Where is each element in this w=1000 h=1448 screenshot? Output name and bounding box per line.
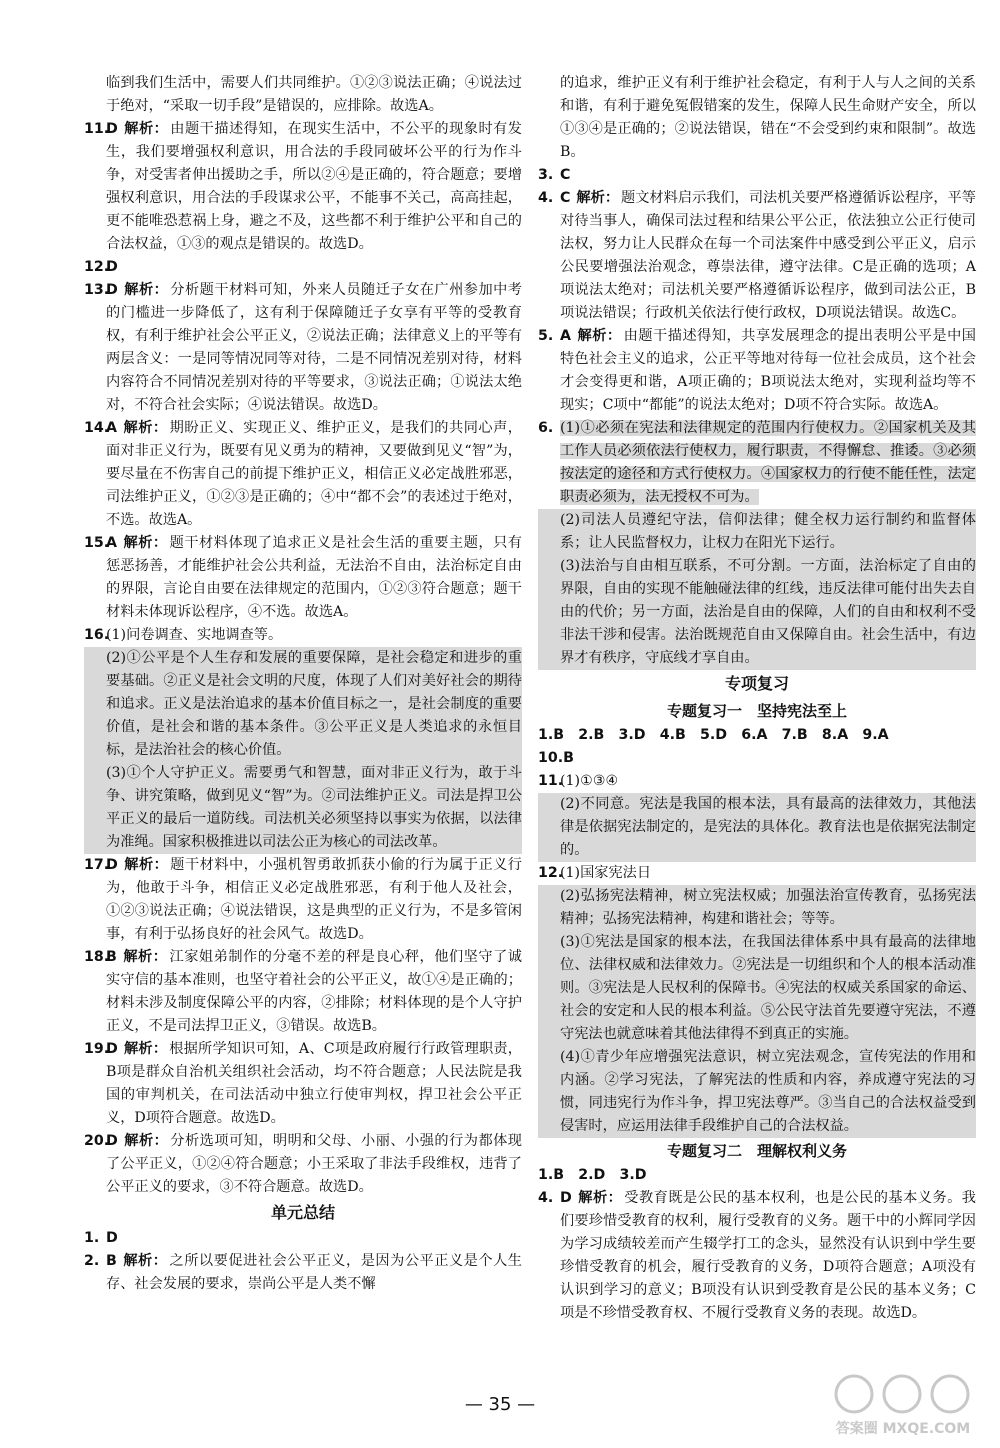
item-text: 受教育既是公民的基本权利，也是公民的基本义务。我们要珍惜受教育的权利，履行受教育的义务。题干中的小辉同学因为学习成绩较差而产生辍学打工的念头，显然没有认识到中学生要珍惜受教育的机会，履行受教育的义务，D项符合题意；A项没有认识到学习的意义；B项没有认识到受教育是公民的基本义务；C项是不珍惜受教育权、不履行受教育义务的表现。故选D。 [560, 1190, 976, 1321]
answer-row: 1.B 2.D 3.D [538, 1167, 647, 1183]
item-number: 12. [84, 259, 110, 275]
answer-item [538, 187, 976, 325]
item-text: 分析选项可知，明明和父母、小丽、小强的行为都体现了公平正义，①②④符合题意；小王采取了非法手段维权，违背了公平正义的要求，③不符合题意。故选D。 [106, 1133, 522, 1195]
analysis-label: 解析： [122, 1253, 168, 1269]
continuation-text: (2)①公平是个人生存和发展的重要保障，是社会稳定和进步的重要基础。②正义是社会文明的尺度，体现了人们对美好社会的期待和追求。正义是法治追求的基本价值目标之一，是社会制度的重要价值，是社会和谐的基本条件。③公平正义是人类追求的永恒目标，是法治社会的核心价值。 [84, 647, 522, 762]
item-text: (1)①③④ [560, 773, 619, 789]
item-text: (1)①必须在宪法和法律规定的范围内行使权力。②国家机关及其工作人员必须依法行使权力，履行职责，不得懈怠、推诿。③必须按法定的途径和方式行使权力。④国家权力的行使不能任性，法定职责必须为，法无授权不可为。 [560, 420, 976, 505]
answer-letter: D [106, 1041, 118, 1057]
item-number: 14. [84, 420, 110, 436]
item-text: 由题干描述得知，在现实生活中，不公平的现象时有发生，我们要增强权利意识，用合法的手段同破坏公平的行为作斗争，对受害者伸出援助之手，所以②④是正确的，符合题意；要增强权利意识，用合法的手段谋求公平，不能事不关己，高高挂起，更不能唯恐惹祸上身，避之不及，这些都不利于维护公平和自己的合法权益，①③的观点是错误的。故选D。 [106, 121, 522, 252]
watermark-logo [828, 1370, 978, 1440]
analysis-label: 解析： [576, 190, 620, 206]
item-number: 11. [84, 121, 110, 137]
item-number: 17. [84, 857, 110, 873]
answer-row: 10.B [538, 750, 574, 766]
item-text: 根据所学知识可知，A、C项是政府履行行政管理职责，B项是群众自治机关组织社会活动，均不符合题意；人民法院是我国的审判机关，在司法活动中独立行使审判权，捍卫社会公平正义，D项符合题意。故选D。 [106, 1041, 522, 1126]
answer-letter: D [106, 259, 118, 275]
item-number: 4. [538, 190, 554, 206]
page-number: — 35 — [464, 1394, 536, 1415]
answer-letter: D [560, 1190, 572, 1206]
answer-letter: A [106, 420, 117, 436]
analysis-label: 解析： [123, 857, 169, 873]
answer-item [84, 256, 522, 279]
watermark-text: 答案圈 MXQE.COM [835, 1421, 971, 1437]
item-text: 题干材料体现了追求正义是社会生活的重要主题，只有惩恶扬善，才能维护社会公共利益，无法治不自由，法治标定自由的界限，言论自由要在法律规定的范围内，①②③符合题意；题干材料未体现诉讼程序，④不选。故选A。 [106, 535, 522, 620]
item-text: 题干材料中，小强机智勇敢抓获小偷的行为属于正义行为，他敢于斗争，相信正义必定战胜邪恶，有利于他人及社会，①②③说法正确；④说法错误，这是典型的正义行为，不是多管闲事，有利于弘扬良好的社会风气。故选D。 [106, 857, 522, 942]
answer-letter: C [560, 167, 571, 183]
answer-letter: D [106, 1230, 118, 1246]
analysis-label: 解析： [576, 328, 622, 344]
answer-letter: A [106, 535, 117, 551]
item-text: 题文材料启示我们，司法机关要严格遵循诉讼程序，平等对待当事人，确保司法过程和结果公平公正，依法独立公正行使司法权，努力让人民群众在每一个司法案件中感受到公平正义，启示公民要增强法治观念，尊崇法律，遵守法律。C是正确的选项；A项说法太绝对；司法机关要严格遵循诉讼程序，做到司法公正，B项说法错误；行政机关依法行使行政权，D项说法错误。故选C。 [560, 190, 976, 321]
answer-item [84, 532, 522, 624]
answer-item [84, 279, 522, 417]
subsection-title: 专题复习二 理解权利义务 [666, 1142, 847, 1160]
item-text: 之所以要促进社会公平正义，是因为公平正义是个人生存、社会发展的要求，崇尚公平是人类不懈 [106, 1253, 522, 1292]
answer-item [84, 118, 522, 256]
analysis-label: 解析： [122, 535, 168, 551]
continuation-text: (2)司法人员遵纪守法，信仰法律；健全权力运行制约和监督体系；让人民监督权力，让权力在阳光下运行。 [538, 509, 976, 555]
item-text: 分析题干材料可知，外来人员随迁子女在广州参加中考的门槛进一步降低了，这有利于保障随迁子女享有平等的受教育权，有利于维护社会公平正义，②说法正确；法律意义上的平等有两层含义：一是同等情况同等对待，二是不同情况差别对待，材料内容符合不同情况差别对待的平等要求，③说法正确；①说法太绝对，不符合社会实际；④说法错误。故选D。 [106, 282, 522, 413]
answer-letter: C [560, 190, 571, 206]
answer-item [538, 325, 976, 417]
item-number: 20. [84, 1133, 110, 1149]
answer-letter: D [106, 121, 118, 137]
answer-letter: B [106, 949, 117, 965]
answer-item [84, 854, 522, 946]
item-number: 12. [538, 865, 564, 881]
item-number: 2. [84, 1253, 100, 1269]
continuation-text: (3)法治与自由相互联系，不可分割。一方面，法治标定了自由的界限，自由的实现不能触碰法律的红线，违反法律可能付出失去自由的代价；另一方面，法治是自由的保障，人们的自由和权利不受非法干涉和侵害。法治既规范自由又保障自由。社会生活中，有边界才有秩序，守底线才享自由。 [538, 555, 976, 670]
continuation-text: 临到我们生活中，需要人们共同维护。①②③说法正确；④说法过于绝对，“采取一切手段”是错误的，应排除。故选A。 [106, 75, 522, 114]
item-number: 1. [84, 1230, 100, 1246]
continuation-text: (4)①青少年应增强宪法意识，树立宪法观念，宣传宪法的作用和内涵。②学习宪法，了解宪法的性质和内容，养成遵守宪法的习惯，同违宪行为作斗争，捍卫宪法尊严。③当自己的合法权益受到侵害时，应运用法律手段维护自己的合法权益。 [538, 1046, 976, 1138]
item-text: 由题干描述得知，共享发展理念的提出表明公平是中国特色社会主义的追求，公正平等地对待每一位社会成员，这个社会才会变得更和谐，A项正确的；B项说法太绝对，实现利益均等不现实；C项中“都能”的说法太绝对；D项不符合实际。故选A。 [560, 328, 976, 413]
item-text: 江家姐弟制作的分毫不差的秤是良心秤，他们坚守了诚实守信的基本准则，也坚守着社会的公平正义，故①④是正确的；材料未涉及制度保障公平的内容，②排除；材料体现的是个人守护正义，不是司法捍卫正义，③错误。故选B。 [106, 949, 522, 1034]
continuation-text: (3)①宪法是国家的根本法，在我国法律体系中具有最高的法律地位、法律权威和法律效力。②宪法是一切组织和个人的根本活动准则。③宪法是人民权利的保障书。④宪法的权威关系国家的命运、社会的安定和人民的根本利益。⑤公民守法首先要遵守宪法，不遵守宪法也就意味着其他法律得不到真正的实施。 [538, 931, 976, 1046]
answer-item [84, 1250, 522, 1296]
item-number: 15. [84, 535, 110, 551]
answer-item [84, 624, 522, 647]
analysis-label: 解析： [123, 282, 169, 298]
analysis-label: 解析： [123, 121, 169, 137]
analysis-label: 解析： [123, 1133, 169, 1149]
item-number: 6. [538, 420, 554, 436]
continuation-text: 的追求，维护正义有利于维护社会稳定，有利于人与人之间的关系和谐，有利于避免冤假错案的发生，保障人民生命财产安全，所以①③④是正确的；②说法错误，错在“不会受到约束和限制”。故选B。 [560, 75, 976, 160]
answer-letter: D [106, 857, 118, 873]
item-number: 13. [84, 282, 110, 298]
item-text: (1)国家宪法日 [560, 865, 652, 881]
answer-item [538, 164, 976, 187]
answer-item [538, 862, 976, 885]
answer-row: 1.B 2.B 3.D 4.B 5.D 6.A 7.B 8.A 9.A [538, 727, 889, 743]
answer-letter: D [106, 1133, 118, 1149]
answer-letter: B [106, 1253, 117, 1269]
section-title: 单元总结 [270, 1203, 335, 1222]
subsection-title: 专题复习一 坚持宪法至上 [666, 702, 847, 720]
item-number: 11. [538, 773, 564, 789]
continuation-text: (3)①个人守护正义。需要勇气和智慧，面对非正义行为，敢于斗争、讲究策略，做到见义“智”为。②司法维护正义。司法是捍卫公平正义的最后一道防线。司法机关必须坚持以事实为依据，以法律为准绳。国家积极推进以司法公正为核心的司法改革。 [84, 762, 522, 854]
answer-item [84, 1227, 522, 1250]
item-text: 期盼正义、实现正义、维护正义，是我们的共同心声，面对非正义行为，既要有见义勇为的精神，又要做到见义“智”为，要尽量在不伤害自己的前提下维护正义，相信正义必定战胜邪恶，司法维护正义，①②③是正确的；④中“都不会”的表述过于绝对，不选。故选A。 [106, 420, 522, 528]
answer-item [84, 946, 522, 1038]
answer-item [538, 770, 976, 793]
item-number: 3. [538, 167, 554, 183]
item-number: 16. [84, 627, 110, 643]
analysis-label: 解析： [577, 1190, 623, 1206]
analysis-label: 解析： [123, 1041, 168, 1057]
left-column [84, 72, 522, 1296]
section-title: 专项复习 [724, 674, 789, 693]
answer-letter: A [560, 328, 571, 344]
answer-item [84, 417, 522, 532]
item-number: 5. [538, 328, 554, 344]
answer-item [538, 417, 976, 509]
right-column [538, 72, 976, 1325]
continuation-text: (2)不同意。宪法是我国的根本法，具有最高的法律效力，其他法律是依据宪法制定的，是宪法的具体化。教育法也是依据宪法制定的。 [538, 793, 976, 862]
item-number: 18. [84, 949, 110, 965]
answer-item [84, 1130, 522, 1199]
answer-item [538, 1187, 976, 1325]
item-number: 4. [538, 1190, 554, 1206]
analysis-label: 解析： [122, 949, 168, 965]
answer-letter: D [106, 282, 118, 298]
item-text: (1)问卷调查、实地调查等。 [106, 627, 283, 643]
continuation-text: (2)弘扬宪法精神，树立宪法权威；加强法治宣传教育，弘扬宪法精神；弘扬宪法精神，构建和谐社会；等等。 [538, 885, 976, 931]
item-number: 19. [84, 1041, 110, 1057]
analysis-label: 解析： [122, 420, 168, 436]
answer-item [84, 1038, 522, 1130]
